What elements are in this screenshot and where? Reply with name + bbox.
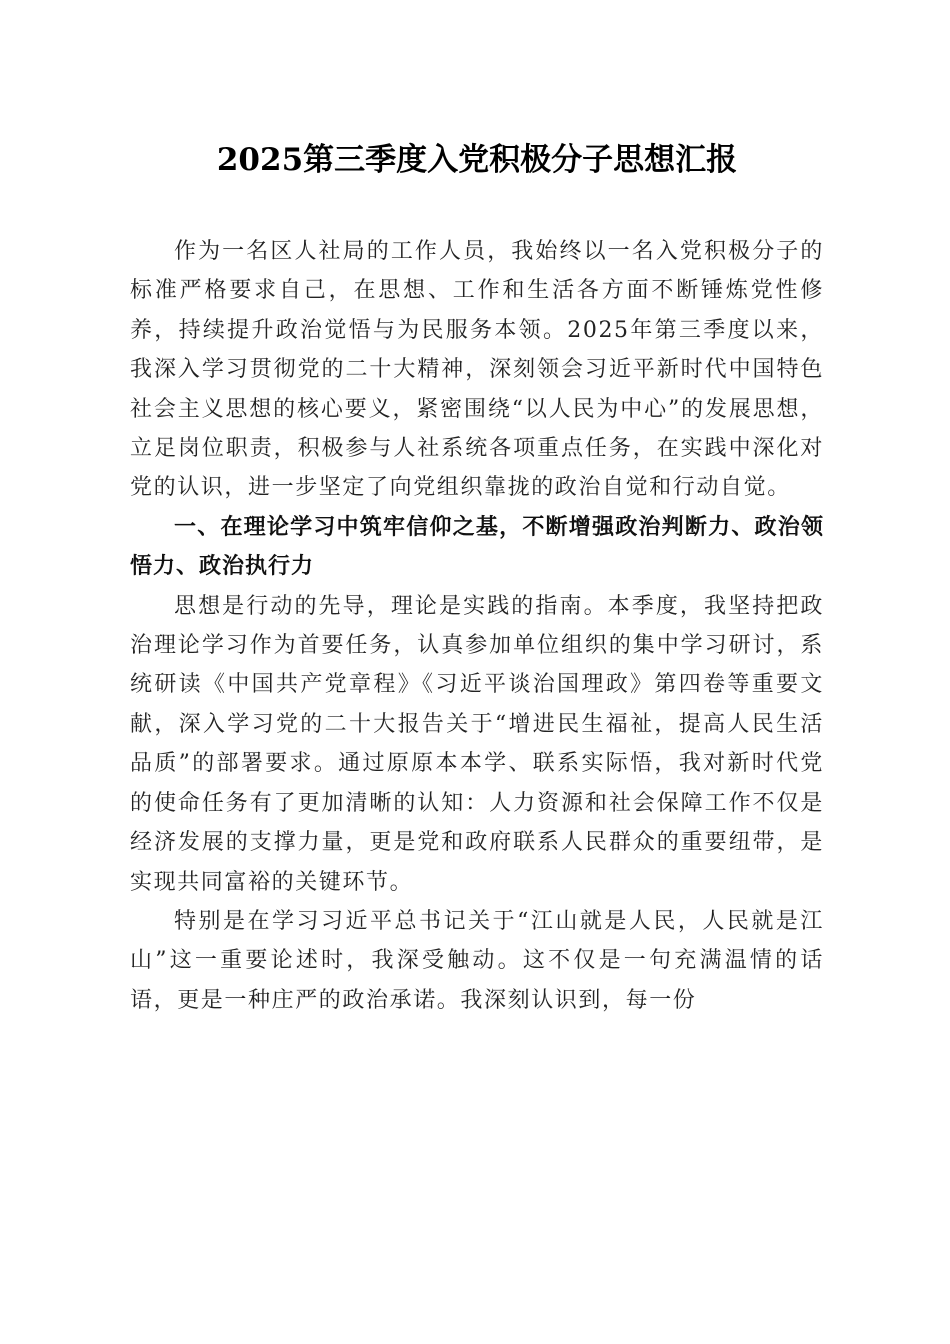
document-title: 2025第三季度入党积极分子思想汇报 <box>216 142 738 178</box>
body-paragraph-2: 特别是在学习习近平总书记关于“江山就是人民，人民就是江山”这一重要论述时，我深受触动。这不仅是一句充满温情的话语，更是一种庄严的政治承诺。我深刻认识到，每一份 <box>130 908 824 1013</box>
body-paragraph-1: 思想是行动的先导，理论是实践的指南。本季度，我坚持把政治理论学习作为首要任务，认真参加单位组织的集中学习研讨，系统研读《中国共产党章程》《习近平谈治国理政》第四卷等重要文献，深入学习党的二十大报告关于“增进民生福祉，提高人民生活品质”的部署要求。通过原原本本学、联系实际悟，我对新时代党的使命任务有了更加清晰的认知：人力资源和社会保障工作不仅是经济发展的支撑力量，更是党和政府联系人民群众的重要纽带，是实现共同富裕的关键环节。 <box>130 593 824 895</box>
document-body <box>130 232 824 1020</box>
intro-paragraph: 作为一名区人社局的工作人员，我始终以一名入党积极分子的标准严格要求自己，在思想、工作和生活各方面不断锤炼党性修养，持续提升政治觉悟与为民服务本领。2025年第三季度以来，我深入学习贯彻党的二十大精神，深刻领会习近平新时代中国特色社会主义思想的核心要义，紧密围绕“以人民为中心”的发展思想，立足岗位职责，积极参与人社系统各项重点任务，在实践中深化对党的认识，进一步坚定了向党组织靠拢的政治自觉和行动自觉。 <box>130 239 824 501</box>
section-heading-1: 一、在理论学习中筑牢信仰之基，不断增强政治判断力、政治领悟力、政治执行力 <box>130 514 824 580</box>
